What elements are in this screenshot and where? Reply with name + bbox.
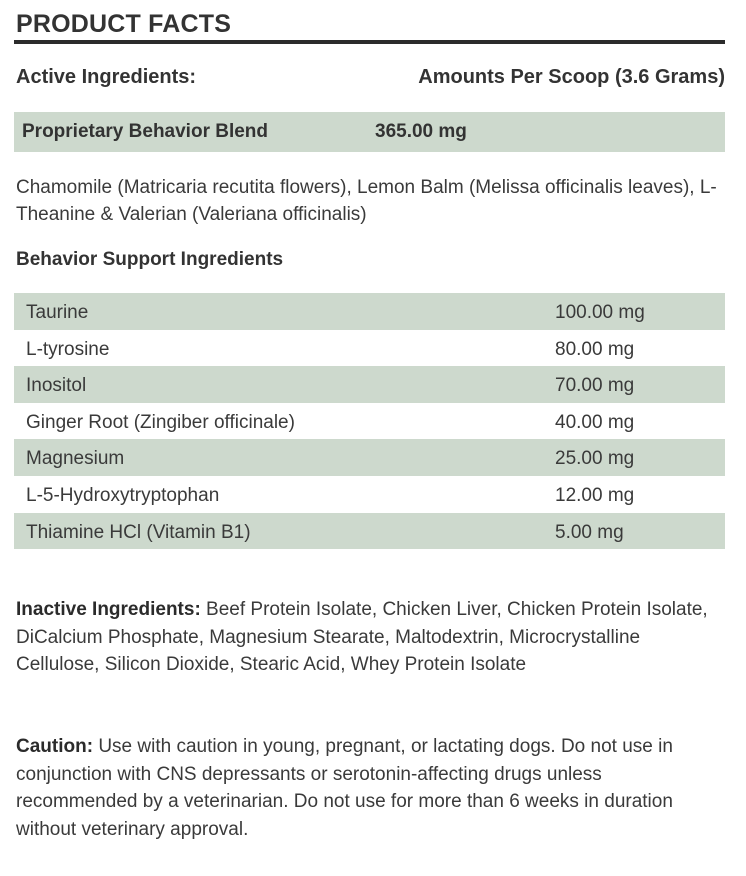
caution-text: Use with caution in young, pregnant, or lactating dogs. Do not use in conjunction with CNS depressants or serotonin-affecting drugs unless recommended by a veterinarian. Do not use for more than 6 weeks in duration without veterinary approval. (16, 736, 673, 840)
ingredient-amount: 70.00 mg (555, 375, 635, 397)
table-row (14, 403, 725, 440)
ingredient-name: Ginger Root (Zingiber officinale) (26, 411, 295, 433)
ingredient-name: Taurine (26, 302, 89, 323)
caution-label: Caution: (16, 736, 94, 757)
ingredient-amount: 40.00 mg (555, 411, 635, 433)
table-row (14, 293, 725, 330)
blend-description: Chamomile (Matricaria recutita flowers), Lemon Balm (Melissa officinalis leaves), L-Theanine & Valerian (Valeriana officinalis) (16, 177, 717, 225)
inactive-label: Inactive Ingredients: (16, 599, 201, 620)
ingredient-amount: 25.00 mg (555, 448, 635, 470)
blend-amount: 365.00 mg (375, 121, 467, 142)
table-row (14, 476, 725, 513)
table-row (14, 439, 725, 476)
ingredient-name: Magnesium (26, 448, 125, 470)
inactive-text: Beef Protein Isolate, Chicken Liver, Chicken Protein Isolate, DiCalcium Phosphate, Magnesium Stearate, Maltodextrin, Microcrystalline Cellulose, Silicon Dioxide, Stearic Acid, Whey Protein Isolate (16, 599, 708, 675)
title-divider (14, 40, 725, 44)
table-row (14, 513, 725, 550)
ingredient-amount: 5.00 mg (555, 521, 624, 543)
ingredient-amount: 12.00 mg (555, 484, 635, 506)
ingredient-amount: 100.00 mg (555, 302, 645, 323)
support-ingredients-table (14, 293, 725, 549)
ingredient-name: Inositol (26, 375, 87, 397)
table-row (14, 330, 725, 367)
amounts-header: Amounts Per Scoop (3.6 Grams) (418, 66, 725, 88)
ingredient-name: Thiamine HCl (Vitamin B1) (26, 521, 251, 543)
ingredient-name: L-5-Hydroxytryptophan (26, 484, 220, 506)
support-heading: Behavior Support Ingredients (16, 249, 284, 270)
proprietary-blend-row (14, 112, 725, 152)
ingredient-name: L-tyrosine (26, 338, 110, 360)
page-title: PRODUCT FACTS (16, 10, 232, 38)
column-headers (16, 66, 725, 89)
table-row (14, 366, 725, 403)
active-ingredients-header: Active Ingredients: (16, 66, 197, 88)
ingredient-amount: 80.00 mg (555, 338, 635, 360)
inactive-ingredients (16, 596, 728, 679)
caution-note (16, 733, 728, 843)
blend-name: Proprietary Behavior Blend (22, 121, 269, 142)
